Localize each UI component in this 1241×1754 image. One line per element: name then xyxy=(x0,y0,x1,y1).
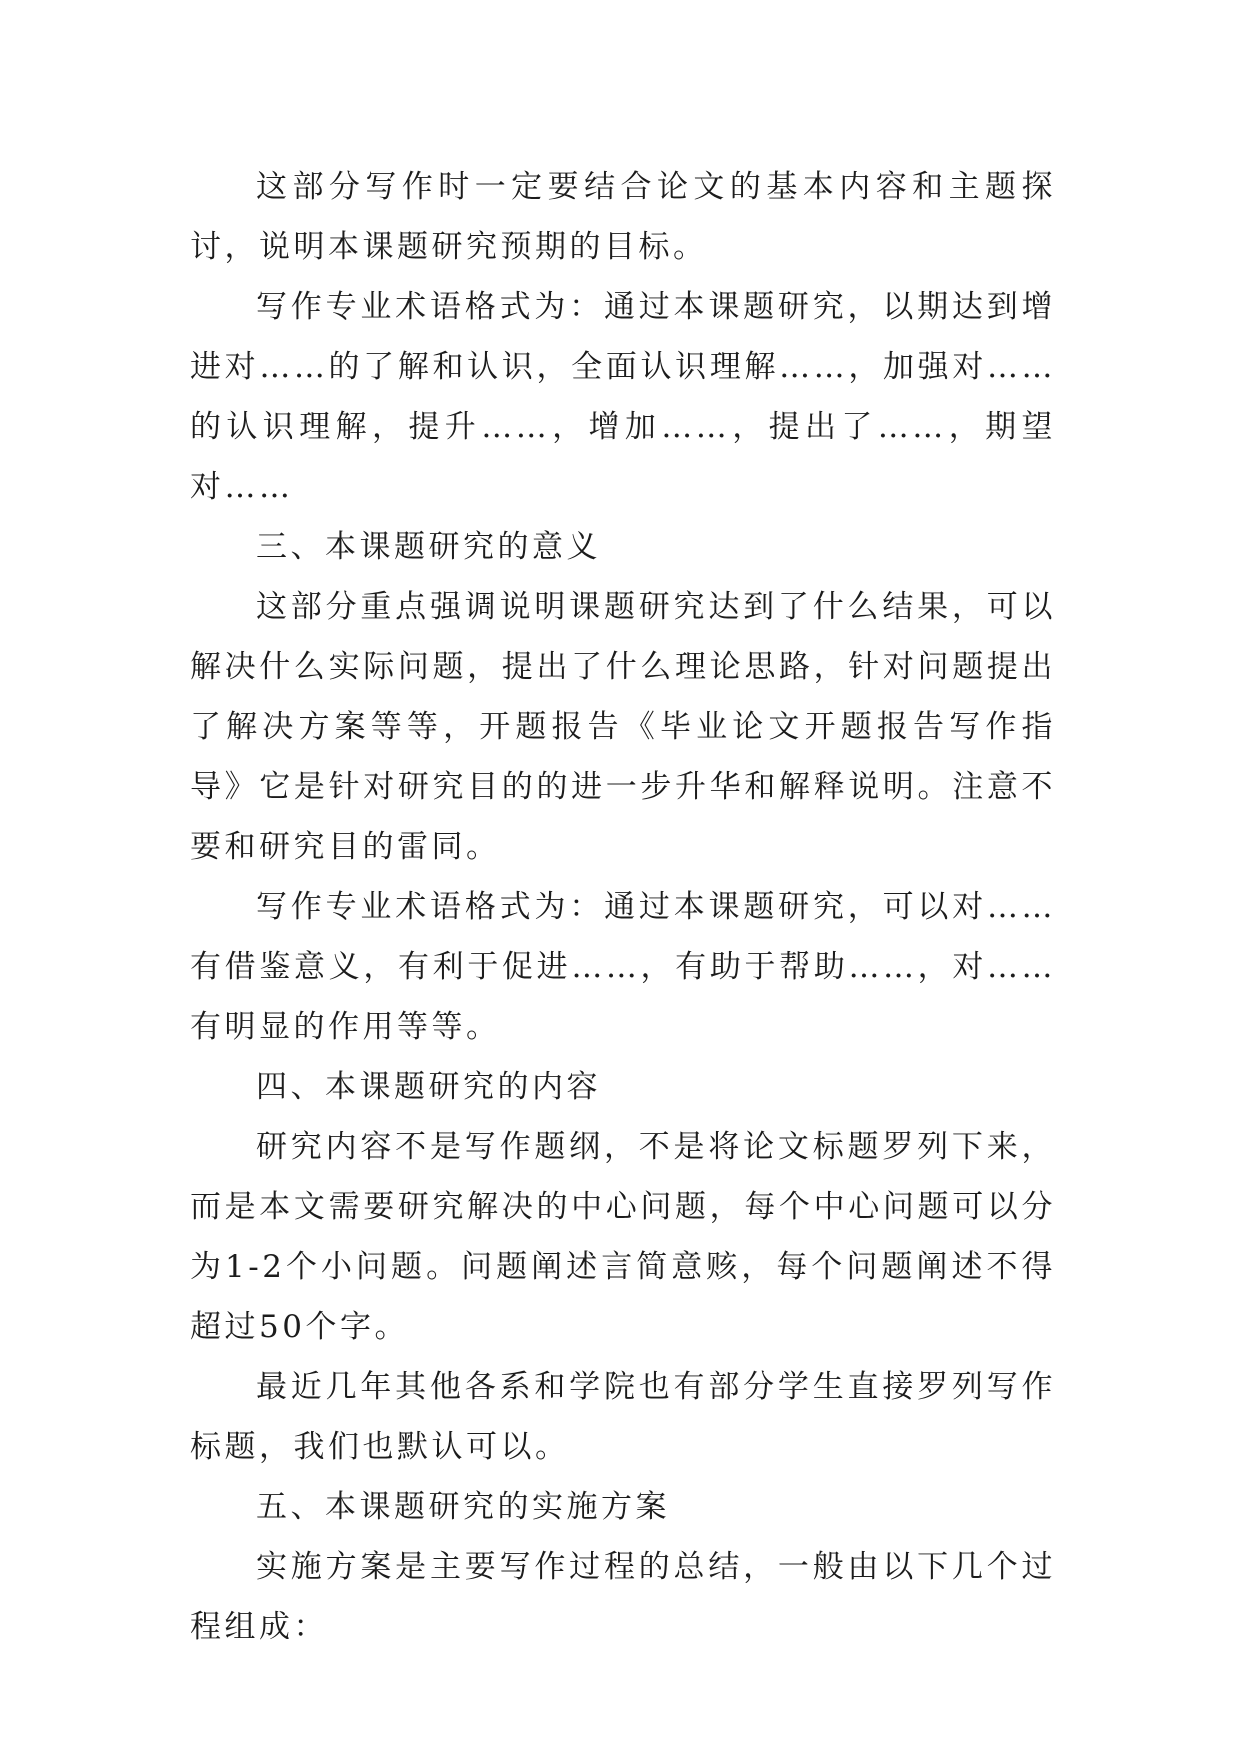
paragraph-content-description: 研究内容不是写作题纲，不是将论文标题罗列下来，而是本文需要研究解决的中心问题，每个中心问题可以分为1-2个小问题。问题阐述言简意赅，每个问题阐述不得超过50个字。 xyxy=(190,1129,1056,1345)
paragraph-objective-description: 这部分写作时一定要结合论文的基本内容和主题探讨，说明本课题研究预期的目标。 xyxy=(190,169,1056,265)
paragraph-significance-format: 写作专业术语格式为：通过本课题研究，可以对……有借鉴意义，有利于促进……，有助于帮助……，对……有明显的作用等等。 xyxy=(190,889,1056,1045)
heading-section-3: 三、本课题研究的意义 xyxy=(256,529,601,565)
paragraph-content-note: 最近几年其他各系和学院也有部分学生直接罗列写作标题，我们也默认可以。 xyxy=(190,1369,1056,1465)
paragraph-objective-format: 写作专业术语格式为：通过本课题研究，以期达到增进对……的了解和认识，全面认识理解……，加强对……的认识理解，提升……，增加……，提出了……，期望对…… xyxy=(190,289,1056,505)
document-body xyxy=(190,157,1056,1657)
paragraph-significance-description: 这部分重点强调说明课题研究达到了什么结果，可以解决什么实际问题，提出了什么理论思路，针对问题提出了解决方案等等，开题报告《毕业论文开题报告写作指导》它是针对研究目的的进一步升华和解释说明。注意不要和研究目的雷同。 xyxy=(190,589,1056,865)
heading-section-4: 四、本课题研究的内容 xyxy=(256,1069,601,1105)
heading-section-5: 五、本课题研究的实施方案 xyxy=(256,1489,670,1525)
paragraph-implementation-description: 实施方案是主要写作过程的总结，一般由以下几个过程组成： xyxy=(190,1549,1056,1645)
